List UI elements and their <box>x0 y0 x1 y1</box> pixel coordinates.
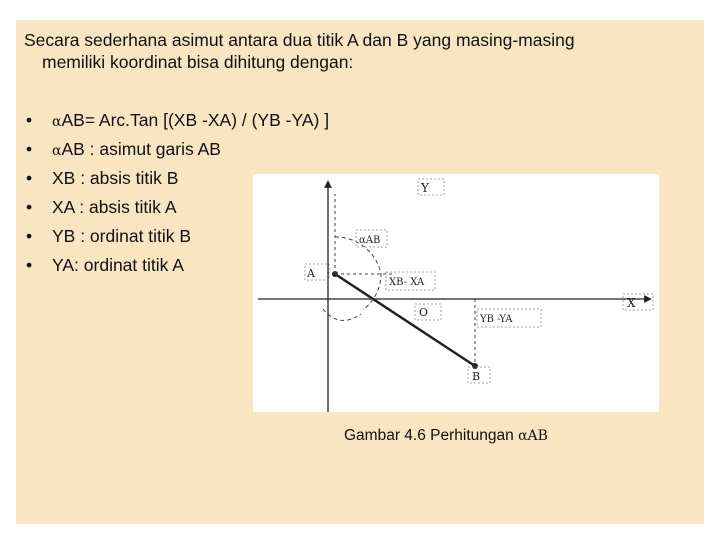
alpha-symbol: α <box>52 114 62 130</box>
origin-label: O <box>419 306 429 319</box>
azimuth-figure <box>253 174 659 412</box>
azimuth-diagram <box>253 174 659 412</box>
bullet-xa: • XA : absis titik A <box>24 196 329 225</box>
azimuth-arc-lower <box>323 309 361 320</box>
intro-text <box>24 29 694 73</box>
alpha-ab-label: αAB <box>359 235 381 246</box>
y-axis-label: Y <box>421 181 429 195</box>
alpha-symbol: α <box>52 143 62 159</box>
dx-label: XB- XA <box>389 277 425 288</box>
slide <box>16 20 704 524</box>
bullet-yb: • YB : ordinat titik B <box>24 225 329 254</box>
caption-text: Gambar 4.6 Perhitungan <box>344 427 519 444</box>
caption-symbol: αAB <box>518 428 548 444</box>
bullet-azimuth: • αAB : asimut garis AB <box>24 138 329 167</box>
dy-label: YB -YA <box>480 314 513 325</box>
bullet-ya: • YA: ordinat titik A <box>24 254 329 283</box>
intro-line-1: Secara sederhana asimut antara dua titik A dan B yang masing-masing <box>24 30 575 50</box>
bullet-xb: • XB : absis titik B <box>24 167 329 196</box>
figure-caption <box>344 427 548 445</box>
bullet-formula: • αAB= Arc.Tan [(XB -XA) / (YB -YA) ] <box>24 109 329 138</box>
x-axis-label: X <box>627 296 636 310</box>
point-a-label: A <box>307 267 315 280</box>
point-b-label: B <box>472 370 481 383</box>
intro-line-2: memiliki koordinat bisa dihitung dengan: <box>42 52 354 72</box>
